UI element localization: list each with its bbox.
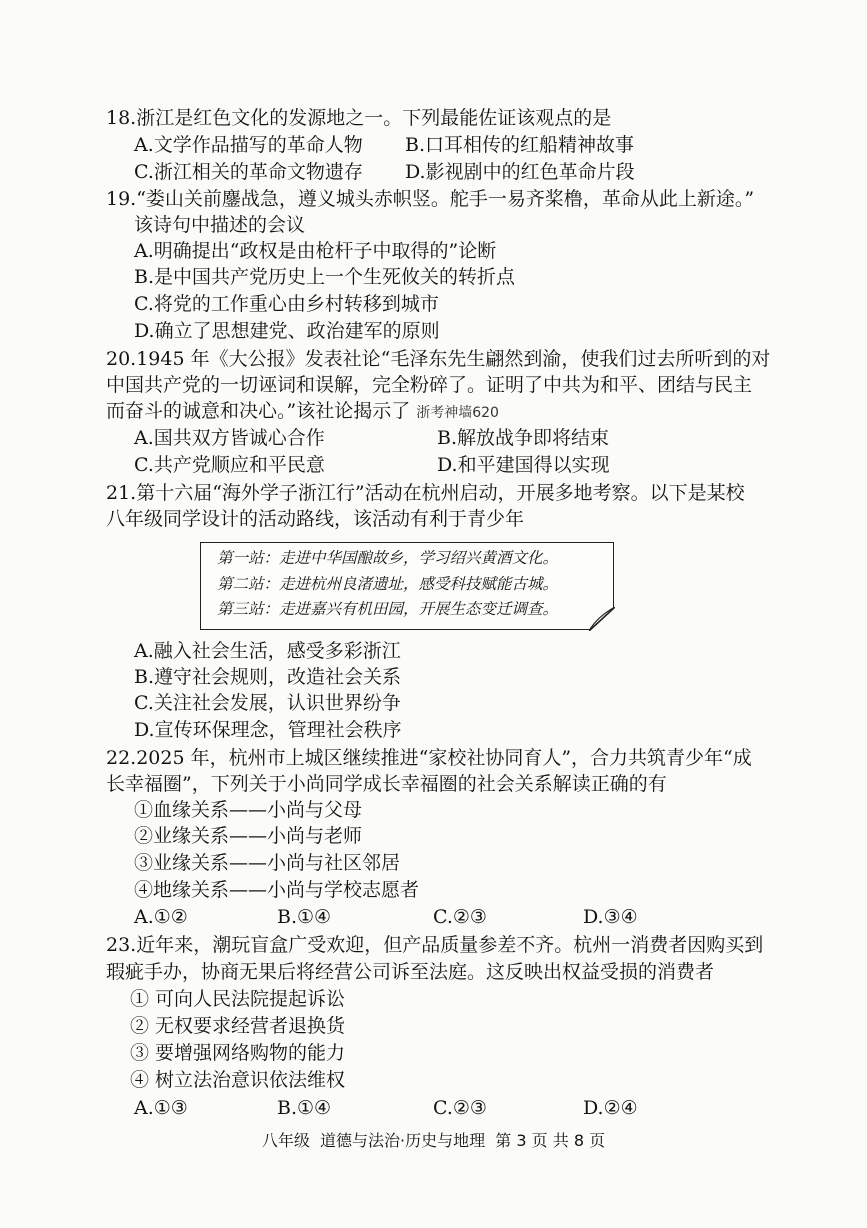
- q23-option-b: B.①④: [277, 1097, 332, 1119]
- q19-option-c: C.将党的工作重心由乡村转移到城市: [134, 293, 439, 315]
- q23-option-c: C.②③: [433, 1097, 487, 1119]
- q23-item-2: ② 无权要求经营者退换货: [130, 1015, 346, 1037]
- q22-item-3: ③业缘关系——小尚与社区邻居: [134, 852, 401, 874]
- q19-option-d: D.确立了思想建党、政治建军的原则: [134, 320, 440, 342]
- q18-stem: 18.浙江是红色文化的发源地之一。下列最能佐证该观点的是: [106, 107, 612, 129]
- route-stop-1: 第一站：走进中华国酿故乡，学习绍兴黄酒文化。: [217, 549, 559, 567]
- page-fold-icon: [589, 607, 615, 631]
- q21-option-c: C.关注社会发展，认识世界纷争: [134, 692, 401, 714]
- q20-stem-line2: 中国共产党的一切诬词和误解，完全粉碎了。证明了中共为和平、团结与民主: [106, 374, 753, 396]
- route-box: [200, 542, 614, 630]
- q23-item-1: ① 可向人民法院提起诉讼: [130, 988, 346, 1010]
- q22-item-4: ④地缘关系——小尚与学校志愿者: [134, 879, 420, 901]
- q18-option-a: A.文学作品描写的革命人物: [134, 134, 363, 156]
- route-stop-2: 第二站：走进杭州良渚遗址，感受科技赋能古城。: [217, 575, 559, 593]
- q20-stem-line3: [106, 398, 499, 426]
- q20-stem-line1: 20.1945 年《大公报》发表社论“毛泽东先生翩然到渝，使我们过去所听到的对: [106, 348, 771, 370]
- q18-option-d: D.影视剧中的红色革命片段: [405, 161, 635, 183]
- q19-option-a: A.明确提出“政权是由枪杆子中取得的”论断: [134, 240, 497, 262]
- q23-item-3: ③ 要增强网络购物的能力: [130, 1042, 346, 1064]
- q18-option-c: C.浙江相关的革命文物遗存: [134, 161, 363, 183]
- q22-item-2: ②业缘关系——小尚与老师: [134, 825, 363, 847]
- q20-option-d: D.和平建国得以实现: [437, 454, 610, 476]
- q23-option-a: A.①③: [134, 1097, 188, 1119]
- q20-option-b: B.解放战争即将结束: [437, 427, 610, 449]
- q22-option-a: A.①②: [134, 906, 188, 928]
- q22-option-b: B.①④: [277, 906, 332, 928]
- q19-option-b: B.是中国共产党历史上一个生死攸关的转折点: [134, 266, 516, 288]
- q23-option-d: D.②④: [583, 1097, 638, 1119]
- q18-option-b: B.口耳相传的红船精神故事: [405, 134, 635, 156]
- q21-option-d: D.宣传环保理念，管理社会秩序: [134, 719, 402, 741]
- q20-option-a: A.国共双方皆诚心合作: [134, 427, 325, 449]
- watermark-text: 浙考神墙620: [416, 405, 499, 421]
- q21-stem-line1: 21.第十六届“海外学子浙江行”活动在杭州启动，开展多地考察。以下是某校: [106, 482, 745, 504]
- q22-option-d: D.③④: [583, 906, 638, 928]
- q22-item-1: ①血缘关系——小尚与父母: [134, 799, 363, 821]
- q20-stem-text: 而奋斗的诚意和决心。”该社论揭示了: [106, 400, 411, 422]
- q22-option-c: C.②③: [433, 906, 487, 928]
- q22-stem-line2: 长幸福圈”，下列关于小尚同学成长幸福圈的社会关系解读正确的有: [106, 773, 667, 795]
- route-stop-3: 第三站：走进嘉兴有机田园，开展生态变迁调查。: [217, 600, 559, 618]
- q21-stem-line2: 八年级同学设计的活动路线，该活动有利于青少年: [106, 508, 525, 530]
- page-footer: 八年级 道德与法治·历史与地理 第 3 页 共 8 页: [261, 1131, 606, 1150]
- q19-stem-line1: 19.“娄山关前鏖战急，遵义城头赤帜竖。舵手一易齐桨橹，革命从此上新途。”: [106, 188, 755, 210]
- q19-stem-line2: 该诗句中描述的会议: [134, 214, 306, 236]
- q20-option-c: C.共产党顺应和平民意: [134, 454, 325, 476]
- q21-option-b: B.遵守社会规则，改造社会关系: [134, 666, 402, 688]
- q23-stem-line1: 23.近年来，潮玩盲盒广受欢迎，但产品质量参差不齐。杭州一消费者因购买到: [106, 934, 764, 956]
- q21-option-a: A.融入社会生活，感受多彩浙江: [134, 640, 401, 662]
- q23-stem-line2: 瑕疵手办，协商无果后将经营公司诉至法庭。这反映出权益受损的消费者: [106, 961, 715, 983]
- q22-stem-line1: 22.2025 年，杭州市上城区继续推进“家校社协同育人”，合力共筑青少年“成: [106, 747, 752, 769]
- q23-item-4: ④ 树立法治意识依法维权: [130, 1069, 346, 1091]
